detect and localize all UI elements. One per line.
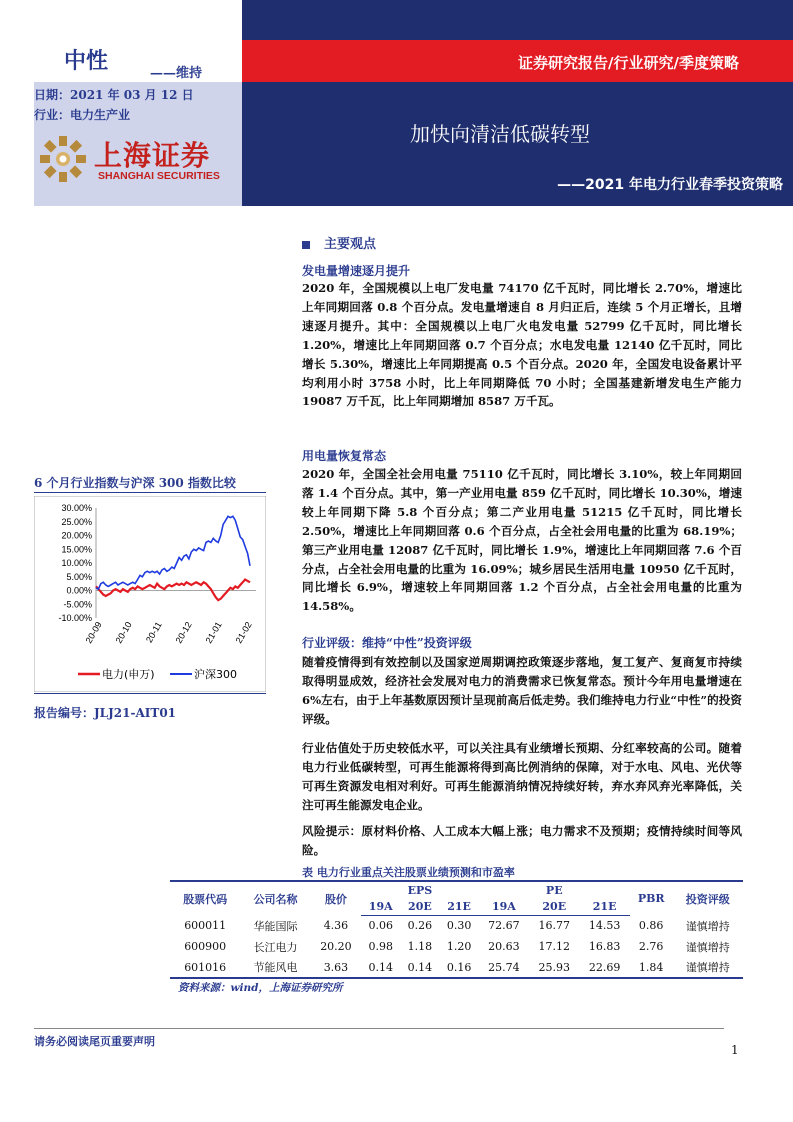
table-cell: 0.14 (361, 957, 400, 978)
table-cell: 16.83 (588, 940, 621, 953)
col-header: 投资评级 (673, 881, 743, 915)
report-type: 证券研究报告/行业研究/季度策略 (518, 54, 739, 72)
y-tick-label: 0.00% (66, 585, 92, 596)
paragraph-valuation: 行业估值处于历史较低水平，可以关注具有业绩增长预期、分红率较高的公司。随着电力行业低碳转型，可再生能源将得到高比例消纳的保障，对于水电、风电、光伏等可再生资源发电相对利好。可再生能源消纳情况持续好转，弃水弃风弃光率降低，关注可再生能源发电企业。 (302, 741, 742, 812)
table-cell: 22.69 (579, 957, 629, 978)
year-header: 20E (529, 898, 579, 915)
report-title: 加快向清洁低碳转型 (410, 122, 590, 146)
table-cell: 节能风电 (240, 957, 310, 978)
y-tick-label: 25.00% (61, 516, 92, 527)
y-tick-label: -5.00% (63, 599, 92, 610)
logo-emblem-icon (38, 134, 88, 184)
table-row (170, 936, 743, 957)
table-cell: 1.20 (446, 940, 472, 953)
y-tick-label: 5.00% (66, 571, 92, 582)
paragraph-risk: 风险提示：原材料价格、人工成本大幅上涨；电力需求不及预期；疫情持续时间等风险。 (302, 824, 742, 857)
x-tick-label: 20-12 (173, 620, 194, 645)
table-row (170, 957, 743, 978)
table-cell: 20.20 (320, 940, 352, 953)
col-header: EPS (361, 881, 479, 898)
table-cell: 谨慎增持 (685, 919, 730, 933)
subheading-rating: 行业评级：维持“中性”投资评级 (302, 636, 472, 650)
table-cell: 0.30 (446, 919, 472, 933)
table-cell: 0.86 (638, 919, 664, 932)
table-title: 表 电力行业重点关注股票业绩预测和市盈率 (302, 866, 515, 879)
table-row (170, 915, 743, 936)
stock-forecast-table (170, 880, 743, 979)
disclaimer-notice: 请务必阅读尾页重要声明 (34, 1035, 155, 1048)
year-header: 21E (579, 898, 629, 915)
table-cell: 2.76 (638, 940, 664, 953)
page-number: 1 (731, 1043, 739, 1057)
paragraph-rating: 随着疫情得到有效控制以及国家逆周期调控政策逐步落地，复工复产、复商复市持续取得明显成效，经济社会发展对电力的消费需求已恢复常态。预计今年用电量增速在 6%左右，由于上年基数原因预计呈现前高后低走势。我们维持电力行业“中性”的投资评级。 (302, 655, 742, 726)
company-logo (34, 130, 234, 190)
x-tick-label: 21-01 (203, 620, 224, 645)
table-cell: 16.77 (538, 919, 570, 933)
table-cell: 0.98 (368, 940, 393, 953)
table-cell: 0.26 (407, 919, 433, 933)
x-tick-label: 21-02 (233, 620, 254, 645)
table-cell: 0.06 (368, 919, 393, 933)
rating-note: ——维持 (150, 66, 203, 81)
year-header: 21E (440, 898, 479, 915)
table-cell: 600011 (184, 919, 227, 932)
y-tick-label: -10.00% (58, 613, 92, 623)
logo-text-en: SHANGHAI SECURITIES (98, 170, 220, 182)
y-tick-label: 10.00% (61, 558, 92, 568)
y-tick-label: 30.00% (61, 503, 92, 513)
year-header: 19A (361, 898, 400, 915)
table-cell: 谨慎增持 (673, 957, 743, 978)
x-tick-label: 20-09 (83, 620, 104, 645)
report-date: 日期：2021 年 03 月 12 日 (34, 88, 194, 102)
table-cell: 0.16 (440, 957, 479, 978)
table-cell: 华能国际 (253, 919, 298, 933)
table-cell: 长江电力 (253, 940, 298, 954)
table-cell: 25.74 (479, 957, 529, 978)
index-comparison-chart (34, 496, 266, 692)
table-cell: 17.12 (538, 940, 570, 953)
y-tick-label: 20.00% (61, 530, 92, 541)
rating: 中性 (64, 49, 109, 74)
subheading-consumption: 用电量恢复常态 (302, 449, 387, 463)
col-header: PE (479, 881, 630, 898)
table-cell: 14.53 (588, 919, 621, 933)
table-cell: 3.63 (311, 957, 361, 978)
table-cell: 72.67 (488, 919, 520, 933)
table-cell: 4.36 (323, 919, 349, 932)
report-type-bar (242, 40, 793, 82)
table-cell: 1.84 (630, 957, 673, 978)
table-header-row (170, 881, 743, 898)
footer-divider (34, 1028, 724, 1029)
chart-title: 6 个月行业指数与沪深 300 指数比较 (34, 476, 236, 490)
x-tick-label: 20-11 (143, 620, 164, 645)
col-header: 公司名称 (240, 881, 310, 915)
report-number: 报告编号：JLJ21-AIT01 (34, 706, 177, 720)
legend-label: 沪深300 (194, 668, 237, 681)
subheading-generation: 发电量增速逐月提升 (302, 264, 411, 278)
legend-label: 电力(申万) (102, 668, 155, 681)
title-band (242, 82, 793, 206)
year-header: 20E (400, 898, 439, 915)
table-source: 资料来源：wind，上海证券研究所 (178, 982, 343, 994)
industry: 行业：电力生产业 (34, 108, 131, 122)
table-cell: 601016 (170, 957, 240, 978)
year-header: 19A (479, 898, 529, 915)
table-cell: 25.93 (529, 957, 579, 978)
paragraph-generation: 2020 年，全国规模以上电厂发电量 74170 亿千瓦时，同比增长 2.70%，增速比上年同期回落 0.8 个百分点。发电量增速自 8 月归正后，连续 5 个月正增长，且增速逐月提升。其中：全国规模以上电厂火电发电量 52799 亿千瓦时，同比增长 1.20%，增速比上年同期回落 0.7 个百分点；水电发电量 12140 亿千瓦时，同比增长 5.30%，增速比上年同期提高 0.5 个百分点。2020 年，全国发电设备累计平均利用小时 3758 小时，比上年同期降低 70 小时；全国基建新增发电生产能力 19087 万千瓦，比上年同期增加 8587 万千瓦。 (302, 281, 742, 409)
table-cell: 20.63 (488, 940, 520, 953)
col-header: 股价 (311, 881, 361, 915)
col-header: 股票代码 (170, 881, 240, 915)
divider (34, 492, 266, 493)
x-tick-label: 20-10 (113, 620, 134, 645)
divider (34, 693, 266, 694)
table-cell: 谨慎增持 (685, 940, 730, 954)
y-tick-label: 15.00% (61, 544, 92, 555)
table-cell: 1.18 (407, 940, 433, 953)
paragraph-consumption: 2020 年，全国全社会用电量 75110 亿千瓦时，同比增长 3.10%，较上年同期回落 1.4 个百分点。其中，第一产业用电量 859 亿千瓦时，同比增长 10.30%，增速较上年同期下降 5.8 个百分点；第二产业用电量 51215 亿千瓦时，同比增长 2.50%，增速比上年同期回落 0.6 个百分点，占全社会用电量的比重为 68.19%；第三产业用电量 12087 亿千瓦时，同比增长 1.9%，增速比上年同期回落 7.6 个百分点，占全社会用电量的比重为 16.09%；城乡居民生活用电量 10950 亿千瓦时，同比增长 6.9%，增速较上年同期回落 1.2 个百分点，占全社会用电量的比重为 14.58%。 (302, 467, 742, 614)
bullet-square-icon (302, 241, 310, 249)
header-band-top (242, 0, 793, 40)
section-title: 主要观点 (302, 233, 376, 252)
table-cell: 600900 (184, 940, 227, 953)
report-subtitle: ——2021 年电力行业春季投资策略 (557, 177, 783, 193)
logo-text-cn: 上海证券 (94, 139, 211, 172)
col-header: PBR (630, 881, 673, 915)
table-cell: 0.14 (400, 957, 439, 978)
